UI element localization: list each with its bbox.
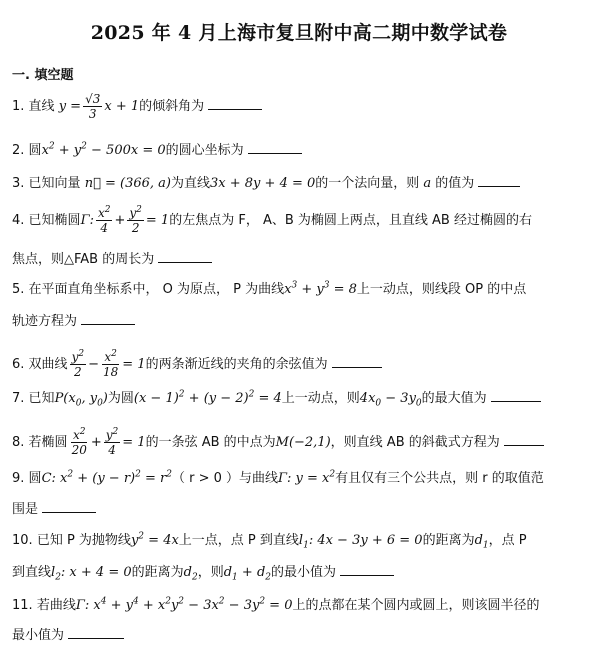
formula: a: [419, 176, 436, 191]
formula: $d_1$: [474, 533, 489, 551]
question-text: 为圆: [107, 391, 134, 406]
section-heading: 一. 填空题: [12, 68, 74, 83]
answer-blank[interactable]: [332, 355, 382, 368]
question-number: 4.: [12, 213, 25, 228]
answer-blank[interactable]: [81, 312, 135, 325]
question-text: ，点 P: [488, 533, 527, 548]
question-text: 在平面直角坐标系中， O 为原点， P 为曲线: [28, 282, 285, 297]
fraction: $\frac{y^2}{2}$: [129, 205, 142, 235]
question-text: 的两条渐近线的夹角的余弦值为: [145, 357, 328, 372]
question-2: [12, 141, 586, 160]
fraction: $\frac{x^2}{18}$: [102, 349, 119, 379]
formula: $4x_0 - 3y_0$: [359, 391, 422, 409]
question-9-line2: [12, 500, 586, 519]
question-text: 圆: [28, 143, 42, 158]
answer-blank[interactable]: [504, 433, 544, 446]
formula: $x^3 + y^3 = 8$: [284, 280, 357, 297]
answer-blank[interactable]: [248, 141, 302, 154]
formula: x + 1: [104, 99, 140, 114]
formula: $d_1 + d_2$: [223, 565, 271, 583]
formula: C: $x^2 + (y - r)^2 = r^2$: [41, 469, 172, 486]
question-number: 1.: [12, 99, 25, 114]
formula: M(−2,1): [275, 435, 331, 450]
question-text: 上一动点，则: [281, 391, 360, 406]
formula: 3x + 8y + 4 = 0: [210, 176, 316, 191]
question-text: 为直线: [171, 176, 211, 191]
question-11-line2: [12, 626, 586, 645]
question-5-line2: [12, 312, 586, 331]
question-text: 的倾斜角为: [139, 99, 205, 114]
question-text: 已知椭圆: [28, 213, 81, 228]
question-text: 若椭圆: [28, 435, 68, 450]
answer-blank[interactable]: [478, 174, 520, 187]
question-text: 若曲线: [36, 598, 76, 613]
question-number: 2.: [12, 143, 25, 158]
formula: = 1: [122, 357, 146, 372]
answer-blank[interactable]: [42, 500, 96, 513]
question-text: 有且仅有三个公共点，则 r 的取值范: [335, 471, 544, 486]
question-number: 5.: [12, 282, 25, 297]
question-text: 上的点都在某个圆内或圆上，则该圆半径的: [292, 598, 540, 613]
fraction: $\frac{x^2}{4}$: [97, 205, 111, 235]
formula: n⃗ = (366, a): [84, 176, 172, 191]
question-5: [12, 281, 586, 299]
formula: Γ:: [80, 213, 94, 228]
question-7: [12, 389, 586, 408]
fraction: $\frac{x^2}{20}$: [71, 427, 87, 457]
question-10: [12, 532, 586, 550]
question-text: 直线: [28, 99, 55, 114]
answer-blank[interactable]: [68, 626, 124, 639]
formula: $y^2 = 4x$: [130, 531, 179, 548]
formula: $x^2 + y^2 - 500x = 0$: [41, 141, 166, 158]
question-number: 6.: [12, 357, 25, 372]
formula: Γ: $y = x^2$: [278, 469, 336, 486]
question-text: 的值为: [435, 176, 475, 191]
question-number: 11.: [12, 598, 33, 613]
question-9: [12, 470, 586, 488]
question-number: 8.: [12, 435, 25, 450]
fraction: $\frac{√3}{3}$: [85, 92, 101, 121]
question-text: 的一条弦 AB 的中点为: [145, 435, 276, 450]
question-text: 焦点，则△FAB 的周长为: [12, 252, 155, 267]
question-text: ，则: [197, 565, 224, 580]
page-title: 2025 年 4 月上海市复旦附中高二期中数学试卷: [90, 22, 508, 44]
formula: Γ: $x^4 + y^4 + x^2y^2 - 3x^2 - 3y^2 = 0$: [75, 596, 293, 613]
formula: $(x - 1)^2 + (y - 2)^2 = 4$: [133, 389, 282, 406]
answer-blank[interactable]: [340, 563, 394, 576]
question-text: 围是: [12, 502, 39, 517]
question-text: 的一个法向量，则: [315, 176, 420, 191]
answer-blank[interactable]: [491, 389, 541, 402]
formula: y =: [58, 99, 82, 114]
question-number: 9.: [12, 471, 25, 486]
question-text: 双曲线: [28, 357, 68, 372]
question-text: ，则直线 AB 的斜截式方程为: [330, 435, 500, 450]
fraction: $\frac{y^2}{2}$: [71, 349, 85, 379]
question-6: 6. 双曲线 $\frac{y^2}{2}$ − $\frac{x^2}{18}$ = 1的两条渐近线的夹角的余弦值为: [12, 350, 586, 379]
question-11: [12, 597, 586, 615]
question-number: 7.: [12, 391, 25, 406]
question-number: 3.: [12, 176, 25, 191]
question-number: 10.: [12, 533, 33, 548]
question-text: 的最大值为: [421, 391, 487, 406]
question-text: 到直线: [12, 565, 52, 580]
question-text: 已知向量: [28, 176, 81, 191]
question-text: 的最小值为: [271, 565, 337, 580]
question-text: 的左焦点为 F， A、B 为椭圆上两点，且直线 AB 经过椭圆的右: [169, 213, 532, 228]
question-10-line2: [12, 563, 586, 582]
formula: $l_1$: 4x − 3y + 6 = 0: [298, 533, 423, 551]
question-text: 已知: [28, 391, 55, 406]
question-text: 已知 P 为抛物线: [36, 533, 131, 548]
formula: $l_2$: x + 4 = 0: [51, 565, 132, 583]
formula: = 1: [122, 435, 146, 450]
question-4-line2: [12, 250, 586, 269]
question-text: 的圆心坐标为: [165, 143, 244, 158]
fraction: $\frac{y^2}{4}$: [105, 427, 119, 457]
answer-blank[interactable]: [158, 250, 212, 263]
question-1: [12, 92, 586, 121]
question-text: 的距离为: [422, 533, 475, 548]
question-4: 4. 已知椭圆Γ: $\frac{x^2}{4}$ + $\frac{y^2}{2}$ = 1的左焦点为 F， A、B 为椭圆上两点，且直线 AB 经过椭圆的右: [12, 205, 532, 235]
answer-blank[interactable]: [208, 97, 262, 110]
formula: = 1: [145, 213, 170, 228]
question-text: 最小值为: [12, 628, 65, 643]
question-text: 轨迹方程为: [12, 314, 78, 329]
question-text: （ r > 0 ）与曲线: [171, 471, 279, 486]
question-text: 上一点，点 P 到直线: [178, 533, 299, 548]
question-text: 上一动点，则线段 OP 的中点: [356, 282, 527, 297]
question-8: 8. 若椭圆 $\frac{x^2}{20}$ + $\frac{y^2}{4}$ = 1的一条弦 AB 的中点为M(−2,1)，则直线 AB 的斜截式方程为: [12, 428, 586, 457]
formula: $P(x_0$, $y_0$): [54, 391, 108, 409]
question-text: 圆: [28, 471, 42, 486]
question-text: 的距离为: [131, 565, 184, 580]
question-3: [12, 174, 586, 193]
formula: $d_2$: [183, 565, 198, 583]
